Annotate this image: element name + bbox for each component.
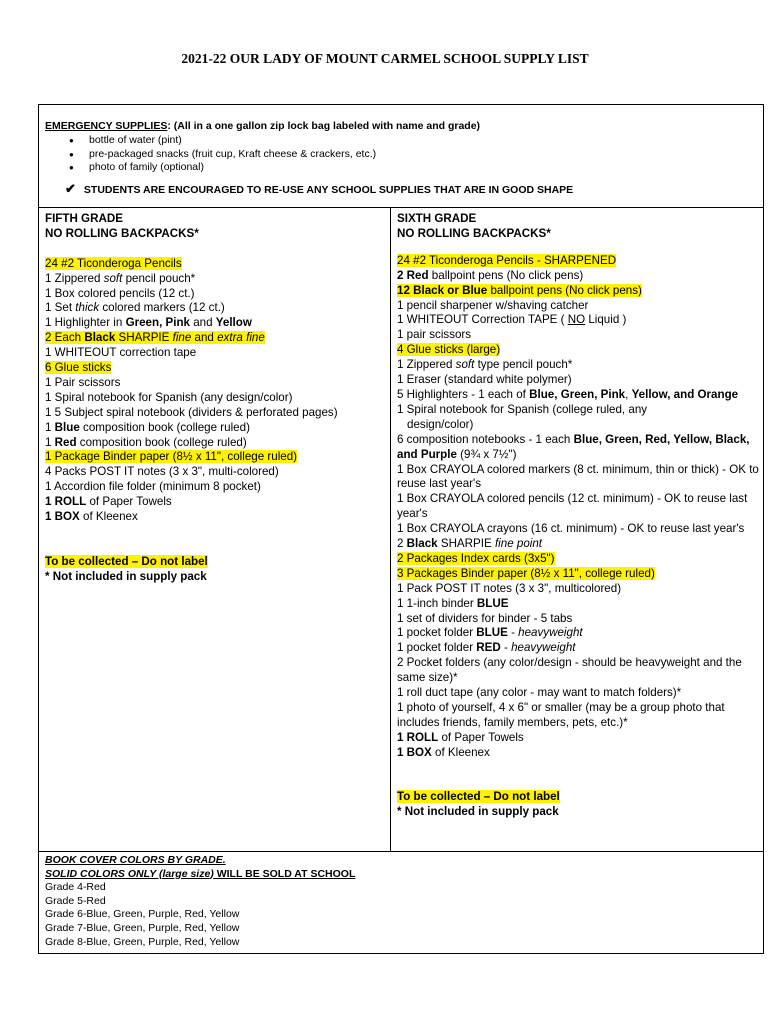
emergency-list [69, 134, 376, 175]
list-item: 6 composition notebooks - 1 each Blue, Green, Red, Yellow, Black, and Purple (9¾ x 7½") [397, 432, 750, 461]
list-item: 1 1-inch binder BLUE [397, 596, 509, 610]
list-item: 1 Zippered soft pencil pouch* [45, 271, 196, 285]
book-cover-heading: BOOK COVER COLORS BY GRADE. [45, 854, 226, 866]
list-item: Grade 4-Red [45, 881, 106, 894]
list-item: 1 Box CRAYOLA colored markers (8 ct. minimum, thin or thick) - OK to reuse last year's [397, 462, 759, 491]
list-item: 2 Pocket folders (any color/design - should be heavyweight and the same size)* [397, 656, 742, 685]
sixth-not-included-note: * Not included in supply pack [397, 805, 559, 819]
list-item: 1 WHITEOUT correction tape [45, 346, 197, 360]
list-item: 1 pocket folder RED - heavyweight [397, 641, 576, 655]
list-item: 4 Packs POST IT notes (3 x 3", multi-colored) [45, 465, 279, 479]
emergency-heading [45, 120, 480, 132]
book-cover-subheading: SOLID COLORS ONLY (large size) WILL BE SOLD AT SCHOOL [45, 867, 356, 880]
book-cover-section [39, 851, 763, 953]
sixth-no-backpacks: NO ROLLING BACKPACKS* [397, 226, 551, 240]
emergency-label: EMERGENCY SUPPLIES [45, 120, 168, 132]
list-item: 1 WHITEOUT Correction TAPE ( NO Liquid ) [397, 313, 627, 327]
list-item: 1 roll duct tape (any color - may want to match folders)* [397, 686, 682, 700]
list-item: 1 BOX of Kleenex [45, 510, 138, 524]
list-item: 1 Blue composition book (college ruled) [45, 420, 250, 434]
list-item: 1 Box colored pencils (12 ct.) [45, 286, 195, 300]
list-item: 24 #2 Ticonderoga Pencils [45, 256, 182, 270]
checkmark-icon: ✔ [65, 181, 76, 196]
list-item: ● bottle of water (pint) [69, 134, 376, 148]
list-item: ● photo of family (optional) [69, 161, 376, 175]
reuse-note [65, 181, 573, 197]
list-item: 2 Black SHARPIE fine point [397, 537, 543, 551]
sixth-collected-note: To be collected – Do not label [397, 790, 560, 804]
list-item: Grade 6-Blue, Green, Purple, Red, Yellow [45, 908, 240, 921]
list-item: 12 Black or Blue ballpoint pens (No click pens) [397, 283, 642, 297]
supply-list-frame [38, 104, 764, 954]
list-item: 1 ROLL of Paper Towels [397, 730, 524, 744]
list-item: 1 Eraser (standard white polymer) [397, 373, 572, 387]
list-item: 1 Spiral notebook for Spanish (any design/color) [45, 390, 293, 404]
list-item: 1 BOX of Kleenex [397, 745, 490, 759]
sixth-grade-column [391, 208, 763, 851]
fifth-grade-heading: FIFTH GRADE [45, 212, 123, 225]
fifth-collected-note: To be collected – Do not label [45, 554, 208, 568]
list-item: 1 pair scissors [397, 328, 472, 342]
list-item: 24 #2 Ticonderoga Pencils - SHARPENED [397, 253, 617, 267]
emergency-supplies-section [39, 105, 763, 208]
list-item: Grade 7-Blue, Green, Purple, Red, Yellow [45, 921, 240, 934]
list-item: 1 pocket folder BLUE - heavyweight [397, 626, 583, 640]
list-item: 1 pencil sharpener w/shaving catcher [397, 298, 589, 312]
list-item: 2 Each Black SHARPIE fine and extra fine [45, 331, 265, 345]
reuse-note-text: STUDENTS ARE ENCOURAGED TO RE-USE ANY SCHOOL SUPPLIES THAT ARE IN GOOD SHAPE [83, 184, 574, 196]
list-item: 2 Packages Index cards (3x5") [397, 551, 555, 565]
list-item: 1 Box CRAYOLA crayons (16 ct. minimum) - OK to reuse last year's [397, 522, 745, 536]
sixth-grade-heading: SIXTH GRADE [397, 212, 477, 225]
list-item: 3 Packages Binder paper (8½ x 11", college ruled) [397, 566, 655, 580]
list-item: 4 Glue sticks (large) [397, 343, 501, 357]
list-item: 1 Accordion file folder (minimum 8 pocket) [45, 480, 261, 494]
list-item: 1 Spiral notebook for Spanish (college ruled, any [397, 402, 648, 416]
list-item: 1 5 Subject spiral notebook (dividers & perforated pages) [45, 405, 338, 419]
fifth-grade-column [39, 208, 391, 851]
fifth-no-backpacks: NO ROLLING BACKPACKS* [45, 226, 199, 240]
list-item: Grade 8-Blue, Green, Purple, Red, Yellow [45, 935, 240, 948]
list-item: 6 Glue sticks [45, 361, 112, 375]
list-item: 1 Highlighter in Green, Pink and Yellow [45, 316, 252, 330]
list-item: 1 Zippered soft type pencil pouch* [397, 358, 573, 372]
list-item: ● pre-packaged snacks (fruit cup, Kraft cheese & crackers, etc.) [69, 148, 376, 162]
fifth-not-included-note: * Not included in supply pack [45, 569, 207, 583]
emergency-note: : (All in a one gallon zip lock bag labeled with name and grade) [167, 120, 481, 132]
page-title: 2021-22 OUR LADY OF MOUNT CARMEL SCHOOL SUPPLY LIST [181, 51, 589, 66]
list-item: 1 Package Binder paper (8½ x 11", college ruled) [45, 450, 298, 464]
list-item: 1 photo of yourself, 4 x 6" or smaller (may be a group photo that includes friends, family members, pets, etc.)* [397, 701, 725, 729]
list-item: 1 Pair scissors [45, 375, 121, 389]
list-item: 1 Set thick colored markers (12 ct.) [45, 301, 225, 315]
list-item: 5 Highlighters - 1 each of Blue, Green, Pink, Yellow, and Orange [397, 387, 739, 401]
list-item: 1 ROLL of Paper Towels [45, 495, 172, 509]
list-item: 1 Red composition book (college ruled) [45, 435, 247, 449]
list-item: 1 set of dividers for binder - 5 tabs [397, 611, 573, 625]
list-item: 2 Red ballpoint pens (No click pens) [397, 268, 584, 282]
list-item: Grade 5-Red [45, 894, 106, 907]
list-item: 1 Pack POST IT notes (3 x 3", multicolored) [397, 581, 622, 595]
list-item-continued: design/color) [407, 417, 474, 431]
list-item: 1 Box CRAYOLA colored pencils (12 ct. minimum) - OK to reuse last year's [397, 492, 748, 521]
